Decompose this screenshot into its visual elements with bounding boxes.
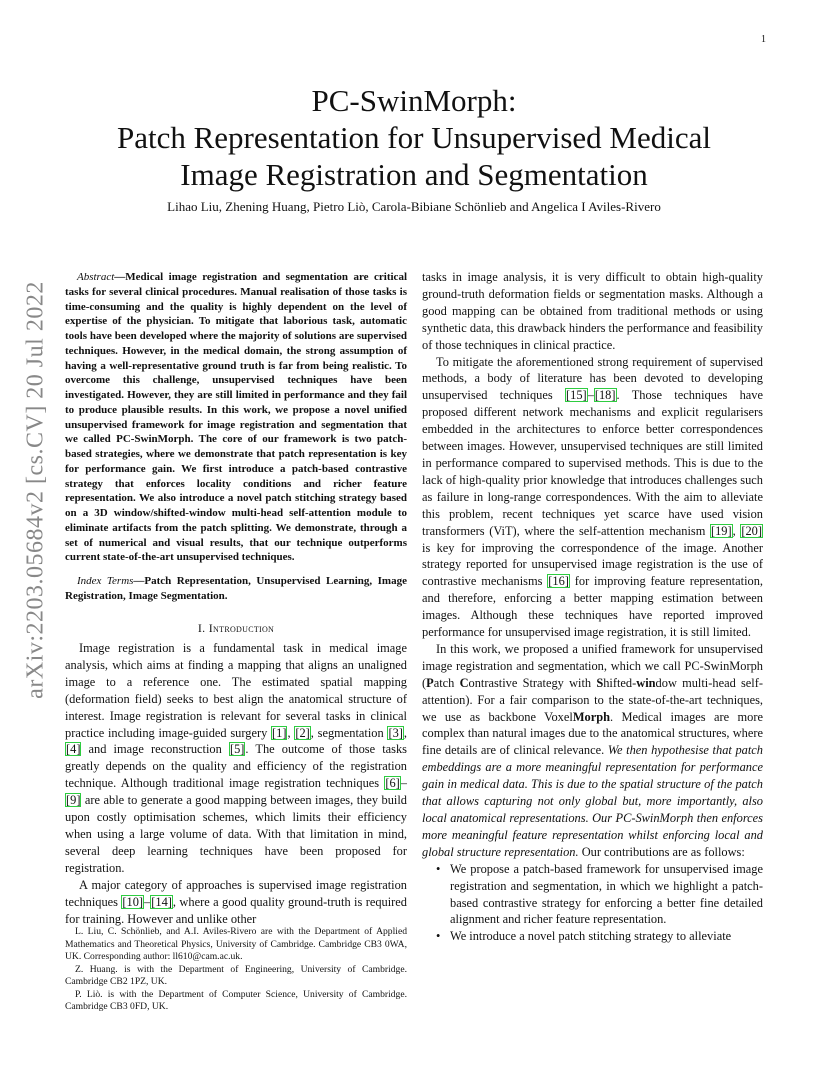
citation-link[interactable]: [2]: [295, 725, 310, 740]
right-paragraph-1: tasks in image analysis, it is very difficult to obtain high-quality ground-truth deformation fields or segmentation masks. Although a good mapping can be obtained from traditional methods or using synthetic data, this drawback hinders the performance and feasibility of those techniques in clinical practice.: [422, 270, 763, 352]
section-heading: [65, 620, 407, 637]
footnote-3: P. Liò. is with the Department of Computer Science, University of Cambridge. Cambridge CB3 0FD, UK.: [65, 988, 407, 1012]
abstract-label: Abstract: [77, 271, 115, 283]
footnote-2: Z. Huang. is with the Department of Engineering, University of Cambridge. Cambridge CB2 1PZ, UK.: [65, 963, 407, 987]
citation-link[interactable]: [20]: [741, 523, 762, 538]
citation-link[interactable]: [14]: [151, 894, 172, 909]
citation-link[interactable]: [4]: [66, 742, 81, 757]
footnote-1: L. Liu, C. Schönlieb, and A.I. Aviles-Rivero are with the Department of Applied Mathematics and Theoretical Physics, University of Cambridge. Cambridge CB3 0WA, UK. Corresponding author: ll610@cam.ac.uk.: [65, 926, 407, 962]
title-line-1: PC-SwinMorph:: [311, 83, 517, 118]
citation-link[interactable]: [19]: [710, 523, 732, 538]
arxiv-identifier: [6, 281, 66, 699]
citation-link[interactable]: [3]: [388, 725, 403, 740]
citation-link[interactable]: [1]: [272, 725, 287, 740]
index-terms-label: Index Terms: [77, 575, 134, 587]
abstract-text: —Medical image registration and segmentation are critical tasks for several clinical procedures. Manual realisation of those tasks is time-consuming and the quality is highly dependent on the level of expertise of the physician. To mitigate that laborious task, automatic tools have been developed where the majority of solutions are supervised techniques. However, in the medical domain, the strong assumption of having a well-representative ground truth is far from being realistic. To overcome this challenge, unsupervised techniques have been investigated. However, they are still limited in performance and they fail to produce plausible results. In this work, we propose a novel unified unsupervised framework for image registration and segmentation that we called PC-SwinMorph. The core of our framework is two patch-based strategies, where we demonstrate that patch representation is key for performance gain. We first introduce a patch-based contrastive strategy that enforces locality conditions and richer feature representation. We also introduce a novel patch stitching strategy based on a 3D window/shifted-window multi-head self-attention module to eliminate artifacts from the patch splitting. We demonstrate, through a set of numerical and visual results, that our technique outperforms current state-of-the-art unsupervised techniques.: [65, 271, 407, 564]
index-terms: [65, 574, 407, 604]
citation-link[interactable]: [10]: [122, 894, 144, 909]
contributions-list: [422, 861, 763, 946]
citation-link[interactable]: [5]: [229, 742, 245, 757]
right-paragraph-2: To mitigate the aforementioned strong requirement of supervised methods, a body of literature has been devoted to developing unsupervised techniques [15]–[18]. Those techniques have proposed different network mechanisms and explicit regularisers embedded in the architectures to enforce better correspondences between images. However, unsupervised techniques are still limited in performance compared to supervised methods. This is due to the lack of high-quality prior knowledge that introduces challenges such as failure in long-range correspondences. With the aim to alleviate this problem, recent techniques yet scarce have used vision transformers (ViT), where the self-attention mechanism [19], [20] is key for improving the correspondence of the image. Another strategy reported for unsupervised image registration is the use of contrastive mechanisms [16] for improving feature representation, and therefore, enforcing a better mapping estimation between images. Although these techniques have reported improved performance for unsupervised image registration, it is still limited.: [422, 354, 763, 640]
intro-paragraph-1: Image registration is a fundamental task in medical image analysis, which aims at finding a mapping that aligns an unaligned image to a reference one. The estimated spatial mapping (deformation field) seeks to best align the anatomical structure of interest. Image registration is relevant for several tasks in clinical practice including image-guided surgery [1], [2], segmentation [3], [4] and image reconstruction [5]. The outcome of those tasks greatly depends on the quality and efficiency of the registration technique. Although traditional image registration techniques [6]–[9] are able to generate a good mapping between images, they build upon costly optimisation schemes, which limits their efficiency when using a large volume of data. With that limitation in mind, several deep learning techniques have been proposed for registration.: [65, 641, 407, 875]
right-column-body: [422, 269, 763, 945]
title-line-2: Patch Representation for Unsupervised Medical: [117, 120, 711, 155]
index-terms-text: —Patch Representation, Unsupervised Learning, Image Registration, Image Segmentation.: [65, 575, 407, 602]
abstract: [65, 270, 407, 565]
list-item: • We propose a patch-based framework for unsupervised image registration and segmentation, in which we highlight a patch-based contrastive strategy for enforcing a better fine detailed alignment and richer feature representation.: [450, 861, 763, 929]
section-numeral: I.: [197, 621, 209, 635]
footnotes: [65, 926, 407, 1014]
page-number: 1: [761, 34, 766, 45]
citation-link[interactable]: [6]: [385, 776, 400, 791]
paper-title: [70, 82, 758, 193]
intro-paragraph-2: A major category of approaches is supervised image registration techniques [10]–[14], where a good quality ground-truth is required for training. However and unlike other: [65, 877, 408, 926]
citation-link[interactable]: [15]: [566, 388, 587, 403]
list-item: • We introduce a novel patch stitching strategy to alleviate: [450, 928, 763, 945]
arxiv-identifier-text: arXiv:2203.05684v2 [cs.CV] 20 Jul 2022: [22, 281, 49, 699]
author-list: Lihao Liu, Zhening Huang, Pietro Liò, Carola-Bibiane Schönlieb and Angelica I Aviles-Rivero: [167, 199, 661, 214]
section-title: Introduction: [208, 621, 275, 635]
title-line-3: Image Registration and Segmentation: [180, 157, 648, 192]
citation-link[interactable]: [18]: [594, 388, 616, 403]
citation-link[interactable]: [16]: [548, 574, 569, 589]
introduction-body: [65, 640, 407, 927]
citation-link[interactable]: [9]: [66, 793, 81, 808]
right-paragraph-3: In this work, we proposed a unified framework for unsupervised image registration and segmentation, which we call PC-SwinMorph (Patch Contrastive Strategy with Shifted-window multi-head self-attention). For a fair comparison to the state-of-the-art techniques, we use as backbone VoxelMorph. Medical images are more complex than natural images due to the anatomical structures, where fine details are of clinical relevance. We then hypothesise that patch embeddings are a more meaningful representation for performance gain in medical data. This is due to the spatial structure of the patch that allows capturing not only global but, more importantly, also local anatomical representations. Our PC-SwinMorph then enforces more meaningful feature representation whilst enforcing local and global structure representation. Our contributions are as follows:: [422, 641, 763, 859]
